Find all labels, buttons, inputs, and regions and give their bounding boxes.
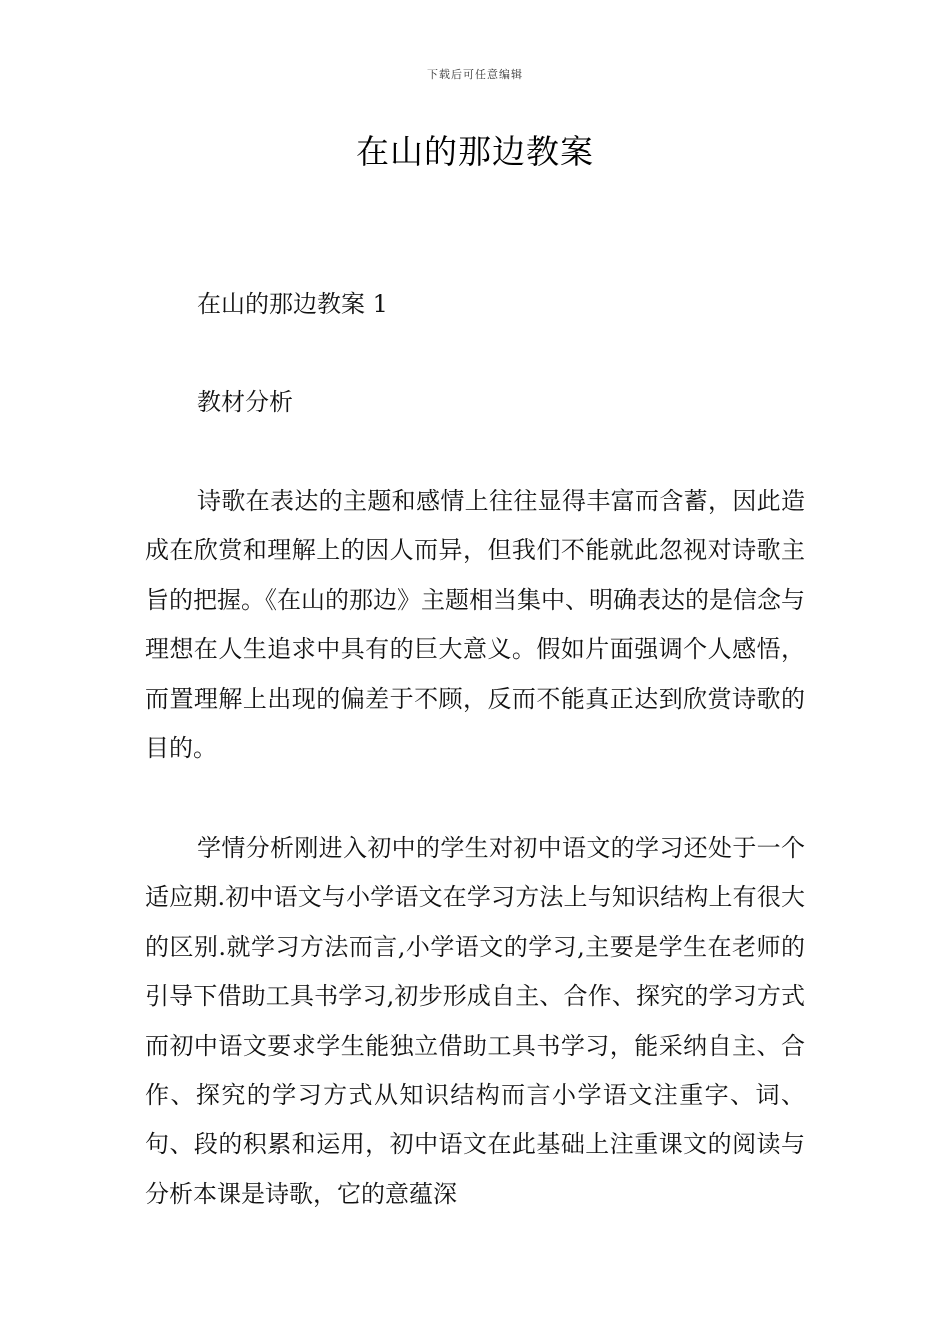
paragraph-student-analysis: 学情分析刚进入初中的学生对初中语文的学习还处于一个适应期.初中语文与小学语文在学习方法上与知识结构上有很大的区别.就学习方法而言,小学语文的学习,主要是学生在老师的引导下借助工具书学习,初步形成自主、合作、探究的学习方式而初中语文要求学生能独立借助工具书学习，能采纳自主、合作、探究的学习方式从知识结构而言小学语文注重字、词、句、段的积累和运用，初中语文在此基础上注重课文的阅读与分析本课是诗歌，它的意蕴深 xyxy=(145,834,805,1208)
document-title: 在山的那边教案 xyxy=(356,132,594,171)
paragraph-material-analysis: 诗歌在表达的主题和感情上往往显得丰富而含蓄，因此造成在欣赏和理解上的因人而异，但我们不能就此忽视对诗歌主旨的把握。《在山的那边》主题相当集中、明确表达的是信念与理想在人生追求中具有的巨大意义。假如片面强调个人感悟，而置理解上出现的偏差于不顾，反而不能真正达到欣赏诗歌的目的。 xyxy=(145,487,805,763)
section-heading: 在山的那边教案 1 xyxy=(197,290,388,318)
subheading-material-analysis: 教材分析 xyxy=(197,388,293,416)
header-note: 下载后可任意编辑 xyxy=(427,68,523,81)
